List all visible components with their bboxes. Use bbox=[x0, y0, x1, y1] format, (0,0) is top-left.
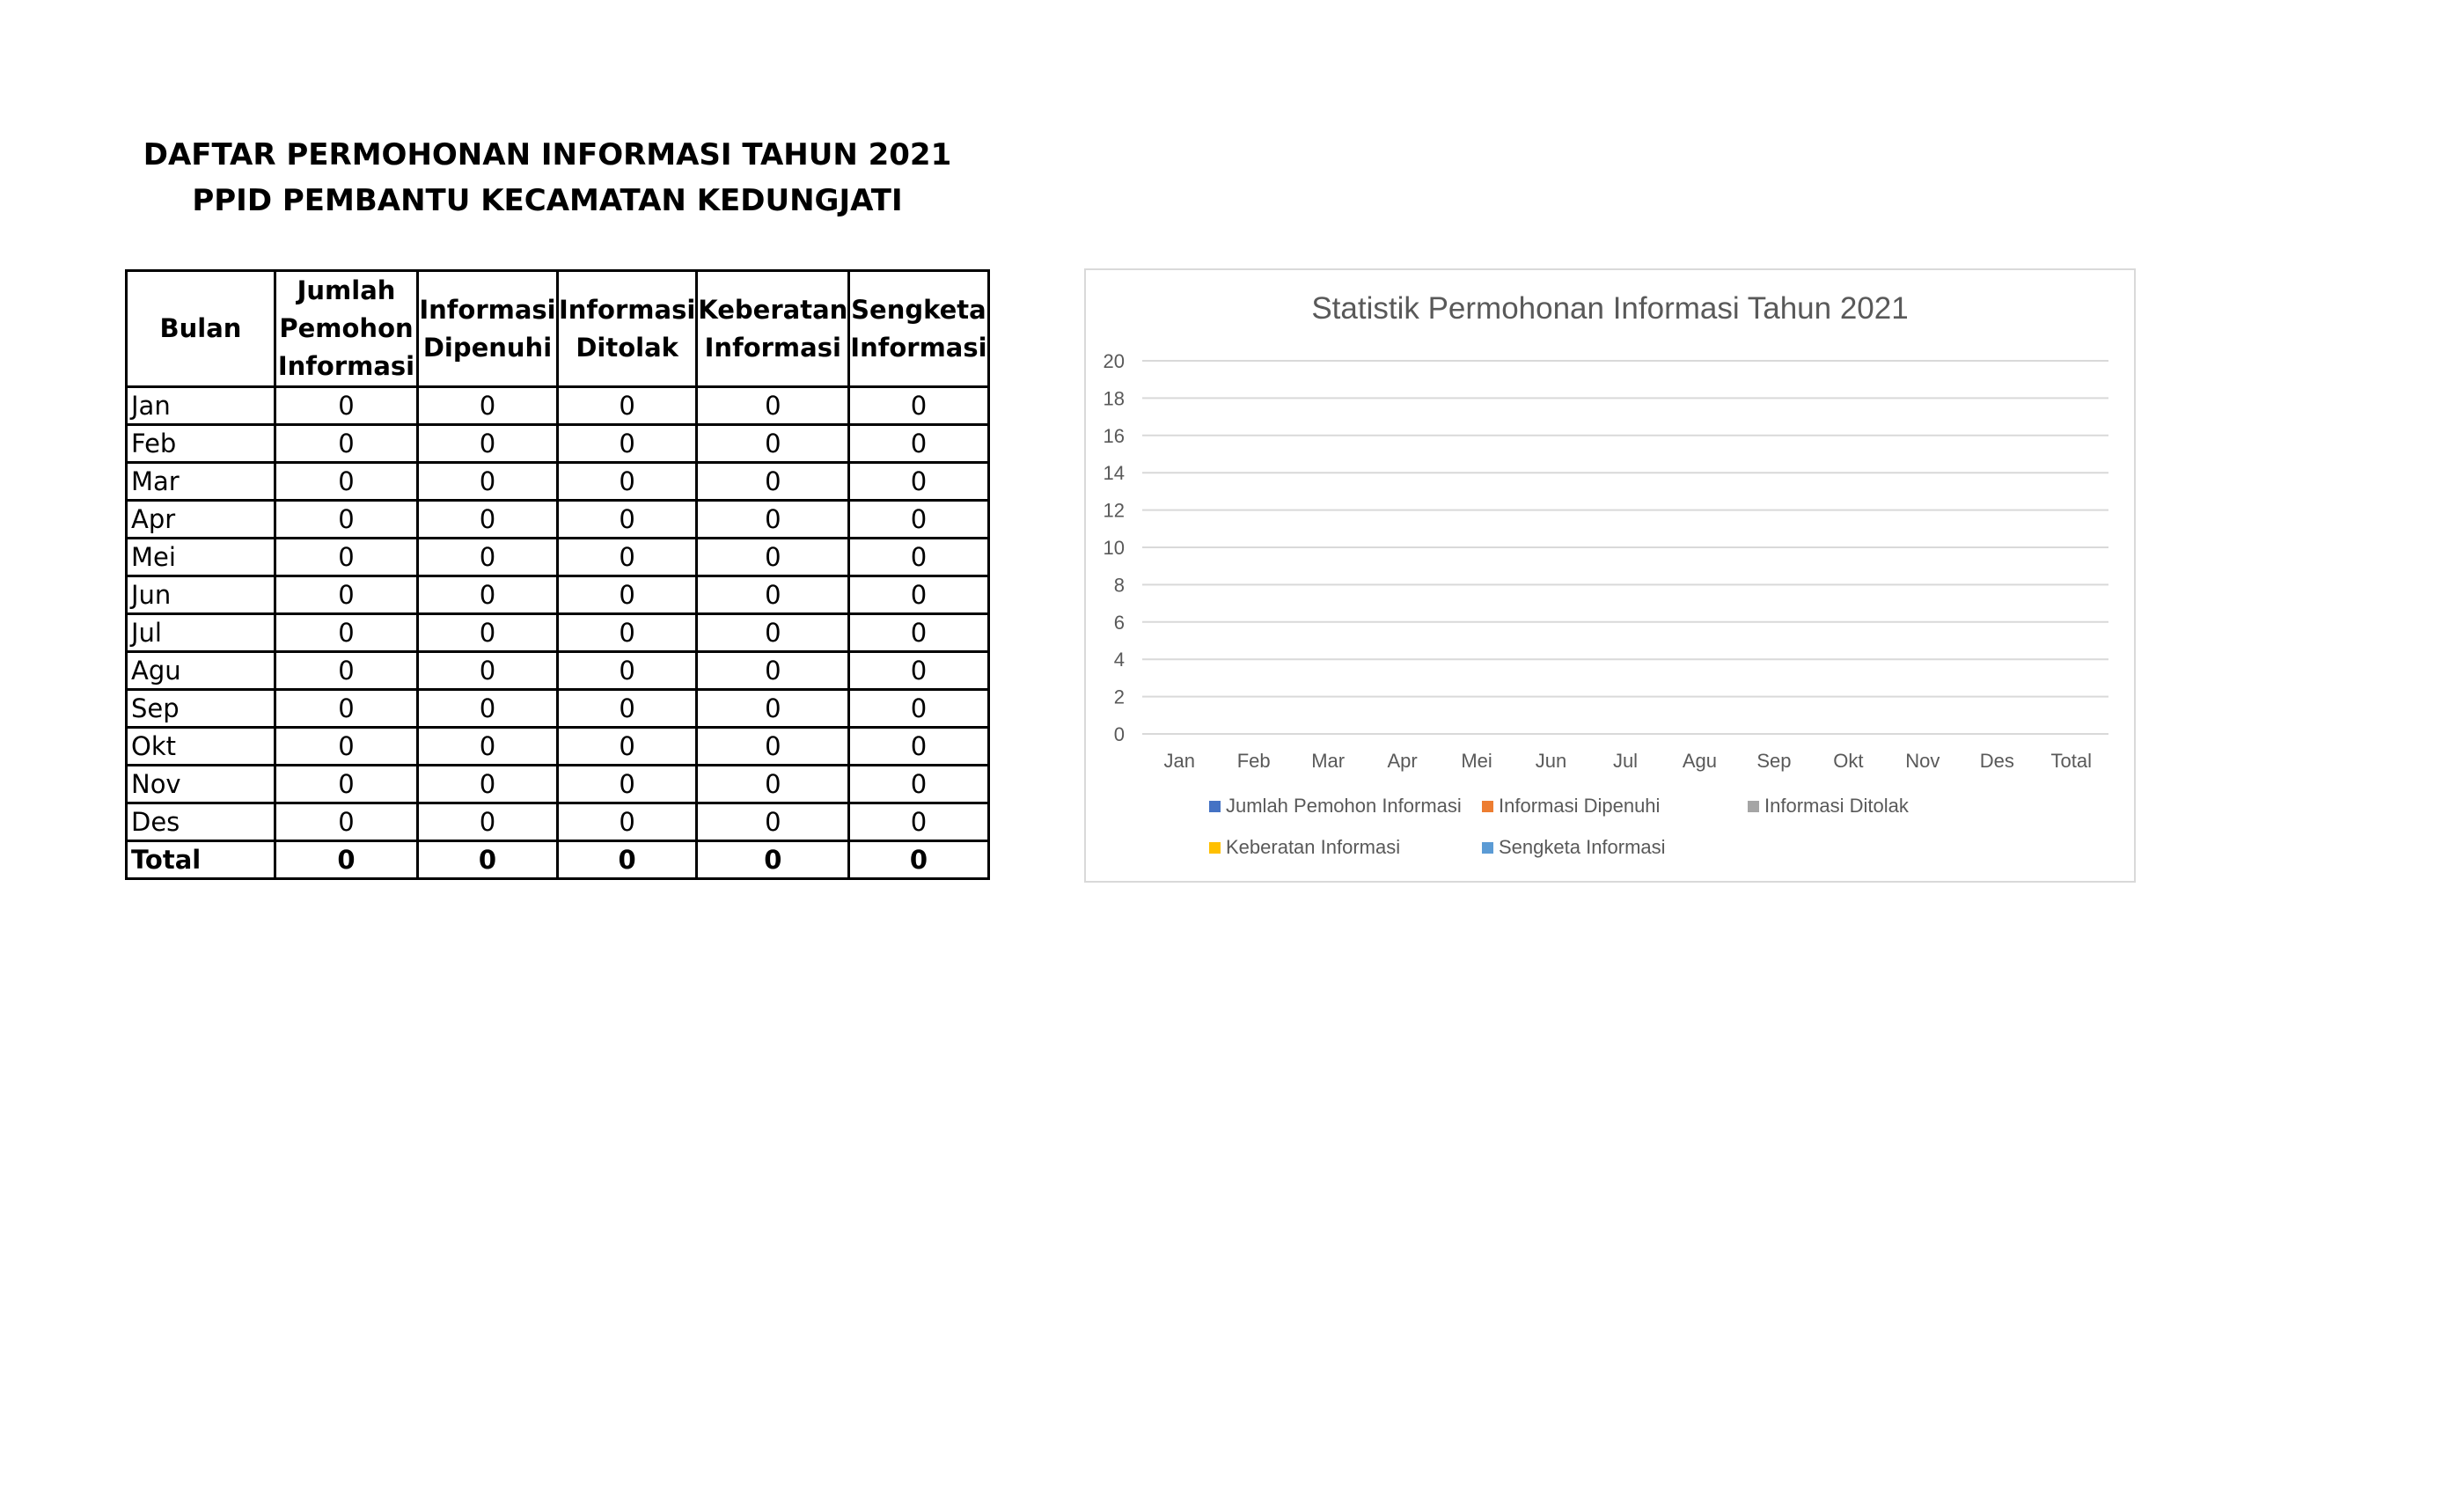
value-cell: 0 bbox=[558, 614, 697, 652]
title-line-2: PPID PEMBANTU KECAMATAN KEDUNGJATI bbox=[192, 183, 903, 218]
x-tick-label: Feb bbox=[1236, 750, 1271, 772]
value-cell: 0 bbox=[418, 652, 558, 690]
value-cell: 0 bbox=[418, 803, 558, 841]
value-cell: 0 bbox=[418, 425, 558, 463]
total-label-cell: Total bbox=[127, 841, 275, 879]
value-cell: 0 bbox=[558, 576, 697, 614]
value-cell: 0 bbox=[697, 501, 849, 539]
value-cell: 0 bbox=[849, 501, 988, 539]
chart-container bbox=[1084, 268, 2136, 883]
legend-label: Informasi Ditolak bbox=[1764, 795, 1909, 817]
value-cell: 0 bbox=[697, 766, 849, 803]
value-cell: 0 bbox=[849, 425, 988, 463]
month-cell: Nov bbox=[127, 766, 275, 803]
value-cell: 0 bbox=[418, 463, 558, 501]
chart-title: Statistik Permohonan Informasi Tahun 2021 bbox=[1311, 291, 1909, 326]
value-cell: 0 bbox=[275, 652, 418, 690]
legend-label: Informasi Dipenuhi bbox=[1499, 795, 1661, 817]
col-header-informasi-ditolak: Informasi Ditolak bbox=[558, 271, 697, 387]
value-cell: 0 bbox=[275, 425, 418, 463]
value-cell: 0 bbox=[697, 387, 849, 425]
value-cell: 0 bbox=[558, 652, 697, 690]
month-cell: Mei bbox=[127, 539, 275, 576]
value-cell: 0 bbox=[849, 690, 988, 728]
table-row bbox=[127, 614, 989, 652]
month-cell: Jan bbox=[127, 387, 275, 425]
y-tick-label: 2 bbox=[1113, 686, 1125, 708]
value-cell: 0 bbox=[849, 766, 988, 803]
y-tick-label: 20 bbox=[1103, 350, 1125, 372]
table-row bbox=[127, 576, 989, 614]
legend-label: Keberatan Informasi bbox=[1226, 836, 1401, 858]
col-header-informasi-dipenuhi: Informasi Dipenuhi bbox=[418, 271, 558, 387]
month-cell: Okt bbox=[127, 728, 275, 766]
value-cell: 0 bbox=[418, 614, 558, 652]
table-row bbox=[127, 728, 989, 766]
table-header-row bbox=[127, 271, 989, 387]
total-value-cell: 0 bbox=[275, 841, 418, 879]
value-cell: 0 bbox=[849, 803, 988, 841]
value-cell: 0 bbox=[558, 463, 697, 501]
col-header-bulan: Bulan bbox=[127, 271, 275, 387]
value-cell: 0 bbox=[697, 425, 849, 463]
value-cell: 0 bbox=[849, 463, 988, 501]
value-cell: 0 bbox=[697, 463, 849, 501]
value-cell: 0 bbox=[697, 576, 849, 614]
table-row bbox=[127, 766, 989, 803]
table-row bbox=[127, 387, 989, 425]
month-cell: Jul bbox=[127, 614, 275, 652]
col-header-keberatan-informasi: Keberatan Informasi bbox=[697, 271, 849, 387]
month-cell: Sep bbox=[127, 690, 275, 728]
x-tick-label: Okt bbox=[1833, 750, 1864, 772]
value-cell: 0 bbox=[697, 803, 849, 841]
legend-item bbox=[1209, 795, 1462, 818]
legend-swatch bbox=[1209, 842, 1221, 854]
month-cell: Des bbox=[127, 803, 275, 841]
x-tick-label: Sep bbox=[1756, 750, 1792, 772]
table-row bbox=[127, 425, 989, 463]
value-cell: 0 bbox=[418, 690, 558, 728]
table-row bbox=[127, 690, 989, 728]
legend-item bbox=[1482, 836, 1666, 859]
legend-swatch bbox=[1482, 801, 1493, 812]
y-tick-label: 10 bbox=[1103, 537, 1125, 559]
month-cell: Jun bbox=[127, 576, 275, 614]
value-cell: 0 bbox=[558, 766, 697, 803]
value-cell: 0 bbox=[275, 690, 418, 728]
month-cell: Mar bbox=[127, 463, 275, 501]
value-cell: 0 bbox=[849, 652, 988, 690]
value-cell: 0 bbox=[418, 501, 558, 539]
title-line-1: DAFTAR PERMOHONAN INFORMASI TAHUN 2021 bbox=[143, 137, 952, 172]
value-cell: 0 bbox=[275, 539, 418, 576]
value-cell: 0 bbox=[418, 539, 558, 576]
x-tick-label: Des bbox=[1979, 750, 2014, 772]
x-tick-label: Jul bbox=[1612, 750, 1639, 772]
value-cell: 0 bbox=[697, 728, 849, 766]
value-cell: 0 bbox=[558, 387, 697, 425]
value-cell: 0 bbox=[418, 576, 558, 614]
legend-label: Sengketa Informasi bbox=[1499, 836, 1666, 858]
value-cell: 0 bbox=[275, 728, 418, 766]
y-tick-label: 14 bbox=[1103, 462, 1125, 485]
value-cell: 0 bbox=[418, 766, 558, 803]
total-value-cell: 0 bbox=[849, 841, 988, 879]
y-tick-label: 4 bbox=[1113, 649, 1125, 671]
y-tick-label: 0 bbox=[1113, 723, 1125, 745]
value-cell: 0 bbox=[849, 614, 988, 652]
value-cell: 0 bbox=[275, 766, 418, 803]
x-tick-label: Mar bbox=[1311, 750, 1346, 772]
value-cell: 0 bbox=[697, 652, 849, 690]
x-tick-label: Jan bbox=[1163, 750, 1195, 772]
value-cell: 0 bbox=[697, 539, 849, 576]
x-tick-label: Mei bbox=[1461, 750, 1492, 772]
requests-table bbox=[125, 269, 990, 880]
total-value-cell: 0 bbox=[558, 841, 697, 879]
y-tick-label: 12 bbox=[1103, 499, 1125, 522]
value-cell: 0 bbox=[849, 387, 988, 425]
value-cell: 0 bbox=[849, 576, 988, 614]
legend-item bbox=[1748, 795, 1909, 818]
y-tick-label: 6 bbox=[1113, 611, 1125, 634]
value-cell: 0 bbox=[697, 690, 849, 728]
value-cell: 0 bbox=[558, 425, 697, 463]
value-cell: 0 bbox=[558, 728, 697, 766]
value-cell: 0 bbox=[275, 576, 418, 614]
col-header-sengketa-informasi: Sengketa Informasi bbox=[849, 271, 988, 387]
col-header-jumlah-pemohon: Jumlah Pemohon Informasi bbox=[275, 271, 418, 387]
legend-swatch bbox=[1209, 801, 1221, 812]
x-tick-label: Jun bbox=[1535, 750, 1567, 772]
table-row bbox=[127, 463, 989, 501]
value-cell: 0 bbox=[558, 539, 697, 576]
legend-item bbox=[1482, 795, 1660, 818]
value-cell: 0 bbox=[275, 803, 418, 841]
table-row bbox=[127, 652, 989, 690]
value-cell: 0 bbox=[275, 387, 418, 425]
x-tick-label: Agu bbox=[1682, 750, 1718, 772]
y-tick-label: 16 bbox=[1103, 424, 1125, 447]
table-total-row bbox=[127, 841, 989, 879]
value-cell: 0 bbox=[849, 539, 988, 576]
month-cell: Feb bbox=[127, 425, 275, 463]
value-cell: 0 bbox=[558, 690, 697, 728]
value-cell: 0 bbox=[418, 728, 558, 766]
total-value-cell: 0 bbox=[418, 841, 558, 879]
y-tick-label: 8 bbox=[1113, 574, 1125, 597]
x-tick-label: Nov bbox=[1905, 750, 1940, 772]
value-cell: 0 bbox=[558, 501, 697, 539]
legend-swatch bbox=[1482, 842, 1493, 854]
chart-plot-area bbox=[1086, 270, 2138, 884]
value-cell: 0 bbox=[849, 728, 988, 766]
x-tick-label: Total bbox=[2050, 750, 2093, 772]
value-cell: 0 bbox=[418, 387, 558, 425]
month-cell: Apr bbox=[127, 501, 275, 539]
y-tick-label: 18 bbox=[1103, 387, 1125, 410]
value-cell: 0 bbox=[275, 614, 418, 652]
total-value-cell: 0 bbox=[697, 841, 849, 879]
document-title bbox=[125, 132, 970, 224]
value-cell: 0 bbox=[275, 463, 418, 501]
value-cell: 0 bbox=[558, 803, 697, 841]
value-cell: 0 bbox=[697, 614, 849, 652]
x-tick-label: Apr bbox=[1387, 750, 1418, 772]
legend-swatch bbox=[1748, 801, 1759, 812]
value-cell: 0 bbox=[275, 501, 418, 539]
legend-item bbox=[1209, 836, 1400, 859]
table-row bbox=[127, 501, 989, 539]
legend-label: Jumlah Pemohon Informasi bbox=[1226, 795, 1462, 817]
month-cell: Agu bbox=[127, 652, 275, 690]
table-row bbox=[127, 539, 989, 576]
table-row bbox=[127, 803, 989, 841]
